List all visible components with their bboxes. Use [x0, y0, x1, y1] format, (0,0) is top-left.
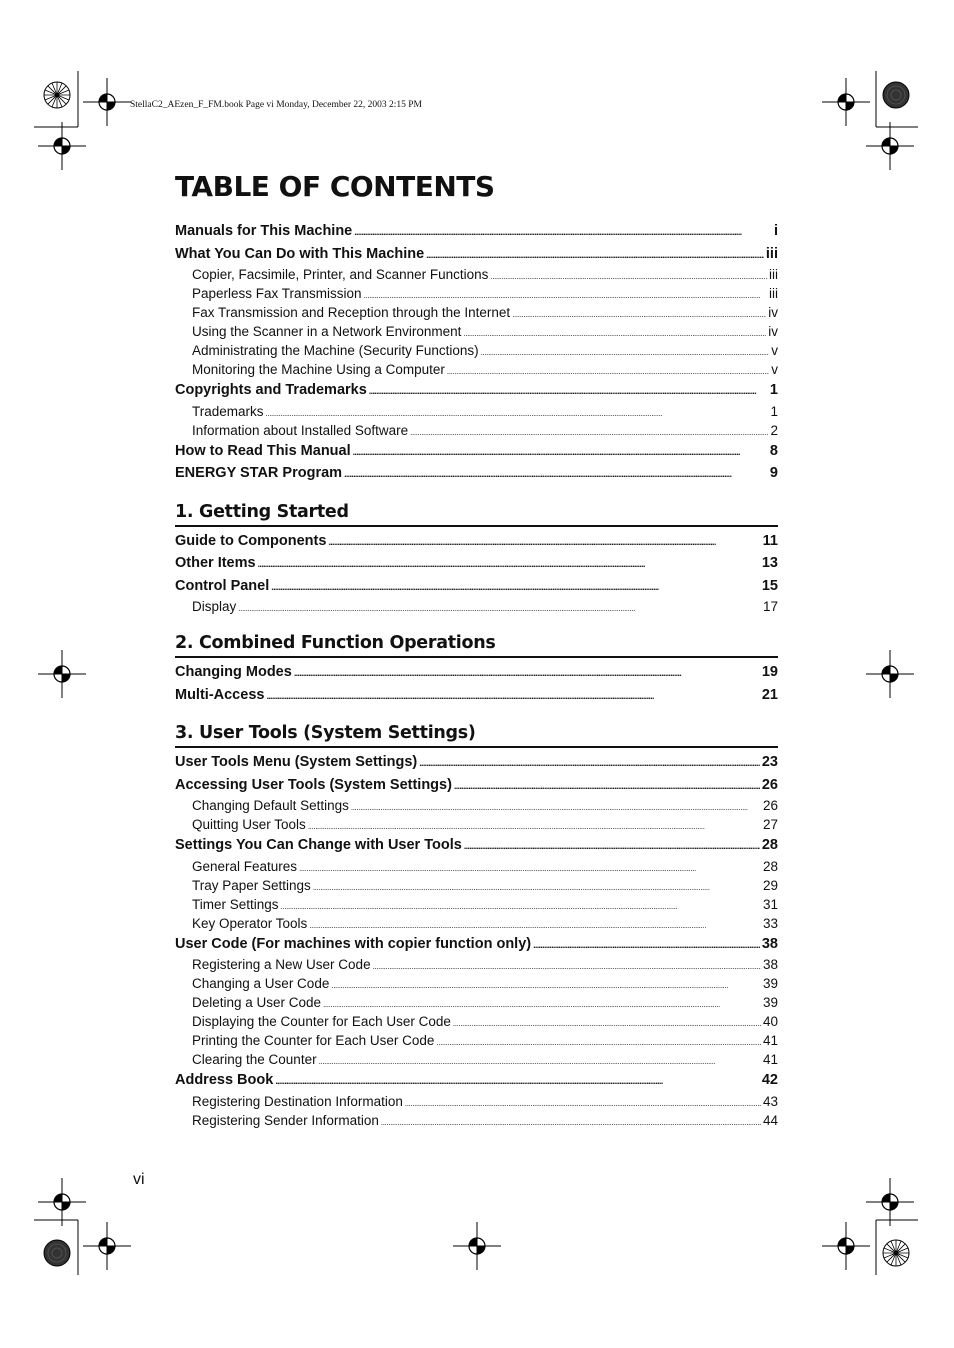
- dot-leader: [381, 1113, 761, 1130]
- toc-page-number: 13: [761, 555, 778, 571]
- dot-leader: [419, 752, 760, 774]
- dot-leader: [512, 305, 766, 322]
- toc-page-number: i: [773, 223, 778, 239]
- dot-leader: [309, 916, 761, 933]
- toc-page-number: 1: [770, 403, 778, 419]
- toc-entry-title: How to Read This Manual: [175, 442, 351, 459]
- toc-entry[interactable]: [175, 575, 778, 598]
- toc-subentry[interactable]: [175, 597, 778, 616]
- toc-page-number: 43: [762, 1093, 778, 1109]
- toc-subentry[interactable]: [175, 1050, 778, 1069]
- toc-page-number: 19: [761, 664, 778, 680]
- page-number: vi: [133, 1171, 145, 1188]
- dot-leader: [266, 685, 759, 707]
- toc-page-number: 26: [761, 776, 778, 793]
- dot-leader: [373, 957, 761, 974]
- dot-leader: [299, 859, 761, 876]
- toc-entry-title: Displaying the Counter for Each User Code: [192, 1014, 451, 1029]
- toc-entry[interactable]: [175, 933, 778, 956]
- toc-entry-title: User Tools Menu (System Settings): [175, 754, 418, 770]
- toc-entry[interactable]: [175, 684, 778, 707]
- toc-entry[interactable]: [175, 462, 778, 485]
- toc-entry-title: Registering Destination Information: [192, 1093, 403, 1109]
- toc-entry-title: Other Items: [175, 555, 256, 571]
- toc-page-number: 39: [762, 976, 778, 991]
- toc-page-number: 41: [762, 1052, 778, 1067]
- toc-entry-title: Changing Default Settings: [192, 798, 349, 813]
- toc-page-number: 8: [769, 442, 778, 459]
- dot-leader: [533, 934, 760, 956]
- dot-leader: [369, 380, 768, 402]
- toc-entry-title: Deleting a User Code: [192, 995, 322, 1010]
- dot-leader: [463, 324, 766, 341]
- dot-leader: [281, 897, 761, 914]
- toc-page-number: 27: [762, 817, 778, 832]
- toc-page-number: 9: [769, 465, 778, 481]
- dot-leader: [453, 1014, 761, 1031]
- toc-page-number: v: [771, 362, 778, 377]
- dot-leader: [331, 976, 761, 993]
- dot-leader: [447, 362, 769, 379]
- toc-page-number: 44: [762, 1112, 778, 1128]
- print-header-line: StellaC2_AEzen_F_FM.book Page vi Monday, December 22, 2003 2:15 PM: [130, 100, 423, 110]
- page-title: TABLE OF CONTENTS: [175, 170, 495, 203]
- toc-entry-title: Using the Scanner in a Network Environment: [192, 324, 462, 339]
- toc-entry-title: Manuals for This Machine: [175, 223, 353, 239]
- toc-page-number: 39: [762, 995, 778, 1010]
- toc-subentry[interactable]: [175, 341, 778, 360]
- toc-page-number: 1: [769, 382, 778, 398]
- dot-leader: [426, 244, 764, 266]
- toc-entry-title: Paperless Fax Transmission: [192, 286, 362, 301]
- toc-subentry[interactable]: [175, 857, 778, 876]
- toc-entry[interactable]: [175, 530, 778, 553]
- toc-entry[interactable]: [175, 552, 778, 575]
- toc-entry-title: Clearing the Counter: [192, 1052, 317, 1067]
- dot-leader: [351, 798, 761, 815]
- toc-subentry[interactable]: [175, 265, 778, 284]
- toc-subentry[interactable]: [175, 1092, 778, 1111]
- toc-entry-title: Multi-Access: [175, 686, 265, 703]
- dot-leader: [490, 267, 767, 284]
- toc-entry[interactable]: [175, 243, 778, 266]
- toc-entry[interactable]: [175, 379, 778, 402]
- dot-leader: [481, 343, 770, 360]
- toc-subentry[interactable]: [175, 955, 778, 974]
- chapter-heading: 2. Combined Function Operations: [175, 630, 778, 658]
- toc-entry-title: Control Panel: [175, 577, 270, 594]
- toc-entry-title: Copier, Facsimile, Printer, and Scanner Functions: [192, 267, 489, 282]
- toc-subentry[interactable]: [175, 993, 778, 1012]
- toc-page-number: iv: [768, 324, 778, 339]
- toc-page-number: 21: [761, 686, 778, 703]
- dot-leader: [436, 1033, 761, 1050]
- toc-entry[interactable]: [175, 440, 778, 463]
- toc-subentry[interactable]: [175, 1031, 778, 1050]
- toc-entry-title: Administrating the Machine (Security Functions): [192, 343, 479, 358]
- toc-page-number: 26: [762, 798, 778, 813]
- toc-subentry[interactable]: [175, 1012, 778, 1031]
- toc-page-number: 17: [762, 599, 778, 614]
- dot-leader: [313, 878, 761, 895]
- dot-leader: [464, 835, 760, 857]
- toc-entry-title: Quitting User Tools: [192, 817, 306, 832]
- toc-page-number: 2: [770, 422, 778, 438]
- chapter-heading: 3. User Tools (System Settings): [175, 720, 778, 748]
- toc-page-number: 31: [762, 896, 778, 912]
- toc-entry-title: Guide to Components: [175, 532, 327, 549]
- dot-leader: [364, 286, 767, 303]
- dot-leader: [271, 576, 760, 598]
- toc-entry-title: Settings You Can Change with User Tools: [175, 837, 462, 853]
- dot-leader: [308, 817, 761, 834]
- toc-subentry[interactable]: [175, 360, 778, 379]
- dot-leader: [294, 662, 760, 684]
- toc-subentry[interactable]: [175, 815, 778, 834]
- dot-leader: [354, 221, 772, 243]
- toc-entry-title: ENERGY STAR Program: [175, 465, 343, 481]
- toc-subentry[interactable]: [175, 895, 778, 914]
- toc-subentry[interactable]: [175, 402, 778, 421]
- toc-page-number: 28: [762, 858, 778, 874]
- toc-entry-title: Printing the Counter for Each User Code: [192, 1033, 435, 1048]
- toc-page-number: iv: [768, 305, 778, 320]
- toc-entry-title: Accessing User Tools (System Settings): [175, 776, 452, 793]
- dot-leader: [323, 995, 761, 1012]
- toc-page-number: 29: [762, 877, 778, 893]
- toc-subentry[interactable]: [175, 303, 778, 322]
- toc-entry-title: Display: [192, 599, 237, 614]
- toc-page-number: 15: [761, 577, 778, 594]
- dot-leader: [238, 599, 761, 616]
- dot-leader: [410, 423, 768, 440]
- toc-page-number: iii: [769, 267, 778, 282]
- toc-entry-title: Key Operator Tools: [192, 915, 308, 931]
- toc-subentry[interactable]: [175, 284, 778, 303]
- dot-leader: [405, 1094, 761, 1111]
- toc-entry-title: Information about Installed Software: [192, 422, 409, 438]
- toc-subentry[interactable]: [175, 421, 778, 440]
- toc-entry-title: User Code (For machines with copier function only): [175, 935, 532, 952]
- dot-leader: [275, 1070, 760, 1092]
- toc-page-number: 42: [761, 1072, 778, 1088]
- toc-entry-title: Copyrights and Trademarks: [175, 382, 367, 398]
- toc-entry-title: General Features: [192, 858, 298, 874]
- toc-subentry[interactable]: [175, 876, 778, 895]
- dot-leader: [258, 553, 760, 575]
- table-of-contents: [175, 220, 778, 1130]
- dot-leader: [266, 404, 769, 421]
- toc-page-number: v: [771, 343, 778, 358]
- toc-page-number: 38: [762, 957, 778, 972]
- toc-entry[interactable]: [175, 751, 778, 774]
- dot-leader: [319, 1052, 761, 1069]
- dot-leader: [344, 463, 768, 485]
- toc-subentry[interactable]: [175, 974, 778, 993]
- toc-entry[interactable]: [175, 834, 778, 857]
- toc-entry-title: Changing Modes: [175, 664, 292, 680]
- toc-entry-title: Registering a New User Code: [192, 957, 371, 972]
- toc-subentry[interactable]: [175, 322, 778, 341]
- toc-subentry[interactable]: [175, 914, 778, 933]
- dot-leader: [328, 531, 760, 553]
- toc-subentry[interactable]: [175, 796, 778, 815]
- toc-entry-title: Address Book: [175, 1072, 274, 1088]
- toc-subentry[interactable]: [175, 1111, 778, 1130]
- toc-page-number: 28: [761, 837, 778, 853]
- toc-entry-title: Trademarks: [192, 403, 264, 419]
- toc-entry[interactable]: [175, 1069, 778, 1092]
- toc-page-number: 38: [761, 935, 778, 952]
- toc-entry-title: What You Can Do with This Machine: [175, 245, 425, 262]
- toc-page-number: iii: [765, 245, 778, 262]
- toc-entry[interactable]: [175, 661, 778, 684]
- toc-entry-title: Changing a User Code: [192, 976, 330, 991]
- chapter-heading: 1. Getting Started: [175, 499, 778, 527]
- toc-page-number: 41: [762, 1033, 778, 1048]
- toc-entry-title: Tray Paper Settings: [192, 877, 311, 893]
- toc-page-number: iii: [769, 286, 778, 301]
- toc-entry-title: Fax Transmission and Reception through the Internet: [192, 305, 511, 320]
- toc-page-number: 11: [762, 532, 778, 549]
- toc-entry-title: Timer Settings: [192, 896, 279, 912]
- toc-entry-title: Monitoring the Machine Using a Computer: [192, 362, 445, 377]
- toc-page-number: 33: [762, 915, 778, 931]
- dot-leader: [353, 441, 768, 463]
- dot-leader: [454, 775, 760, 797]
- toc-entry[interactable]: [175, 220, 778, 243]
- toc-entry[interactable]: [175, 774, 778, 797]
- toc-page-number: 40: [762, 1014, 778, 1029]
- toc-entry-title: Registering Sender Information: [192, 1112, 379, 1128]
- toc-page-number: 23: [761, 754, 778, 770]
